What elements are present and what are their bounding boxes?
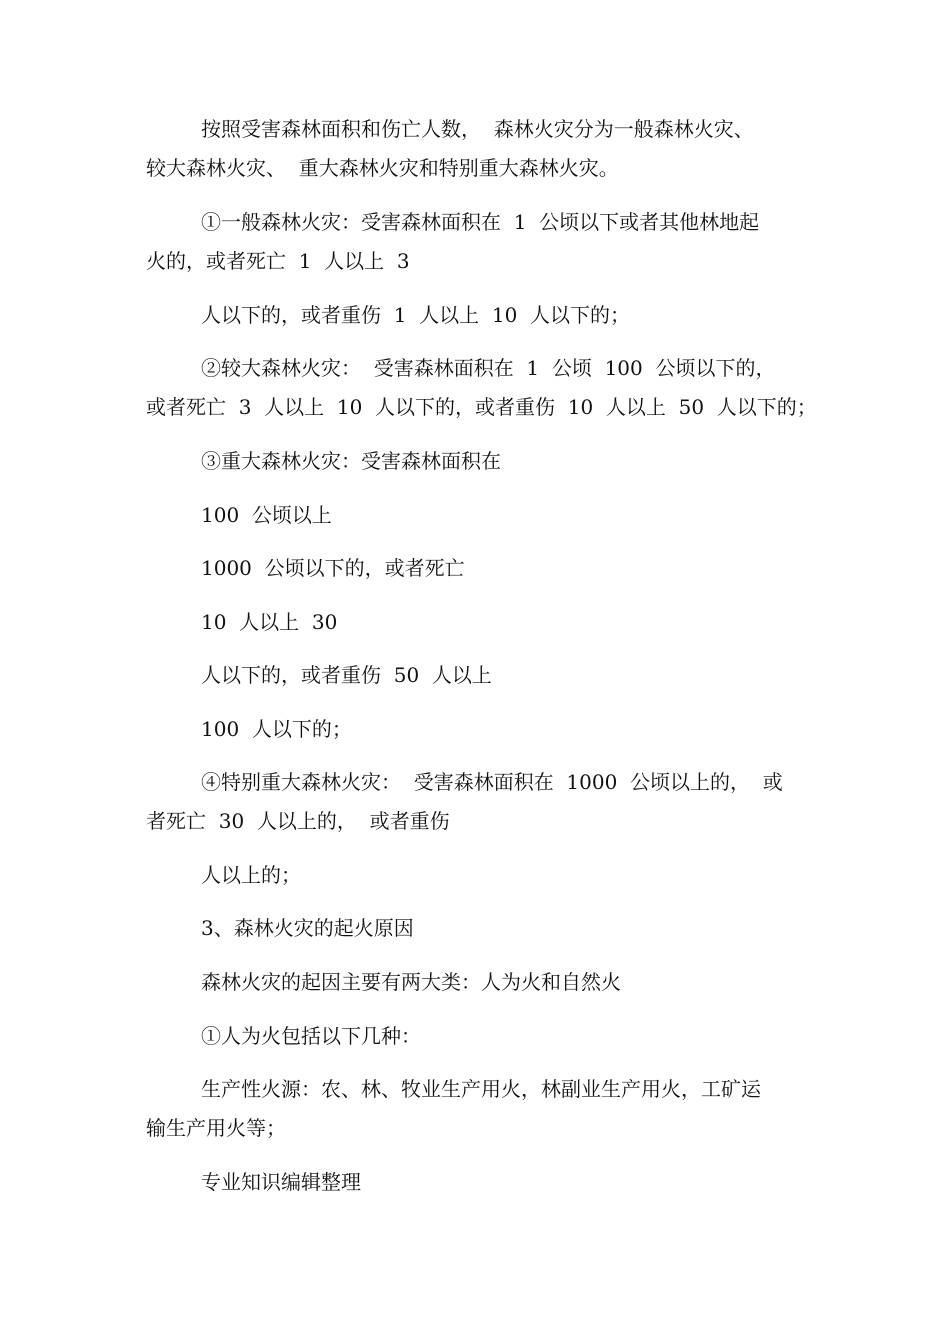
paragraph-line: 100 公顷以上 [201,503,332,527]
footer-note: 专业知识编辑整理 [201,1170,361,1194]
paragraph-line: ②较大森林火灾： 受害森林面积在 1 公顷 100 公顷以下的， [201,356,776,380]
paragraph-line: 火的，或者死亡 1 人以上 3 [146,249,410,273]
paragraph-line: 10 人以上 30 [201,610,338,634]
paragraph-line: ①人为火包括以下几种： [201,1024,421,1048]
section-heading: 3、森林火灾的起火原因 [201,916,414,940]
paragraph-line: 生产性火源：农、林、牧业生产用火，林副业生产用火，工矿运 [201,1077,761,1101]
paragraph-line: 较大森林火灾、 重大森林火灾和特别重大森林火灾。 [146,156,619,180]
paragraph-line: 或者死亡 3 人以上 10 人以下的，或者重伤 10 人以上 50 人以下的； [146,395,817,419]
paragraph-line: ①一般森林火灾：受害森林面积在 1 公顷以下或者其他林地起 [201,210,760,234]
paragraph-line: 者死亡 30 人以上的， 或者重伤 [146,809,450,833]
paragraph-line: 人以下的，或者重伤 50 人以上 [201,663,492,687]
paragraph-line: 1000 公顷以下的，或者死亡 [201,556,465,580]
paragraph-line: 人以上的； [201,863,301,887]
paragraph-line: ④特别重大森林火灾： 受害森林面积在 1000 公顷以上的， 或 [201,770,783,794]
paragraph-line: 森林火灾的起因主要有两大类：人为火和自然火 [201,970,621,994]
paragraph-line: 人以下的，或者重伤 1 人以上 10 人以下的； [201,303,631,327]
paragraph-line: 按照受害森林面积和伤亡人数， 森林火灾分为一般森林火灾、 [201,117,754,141]
paragraph-line: 输生产用火等； [146,1116,286,1140]
paragraph-line: 100 人以下的； [201,717,352,741]
paragraph-line: ③重大森林火灾：受害森林面积在 [201,449,501,473]
